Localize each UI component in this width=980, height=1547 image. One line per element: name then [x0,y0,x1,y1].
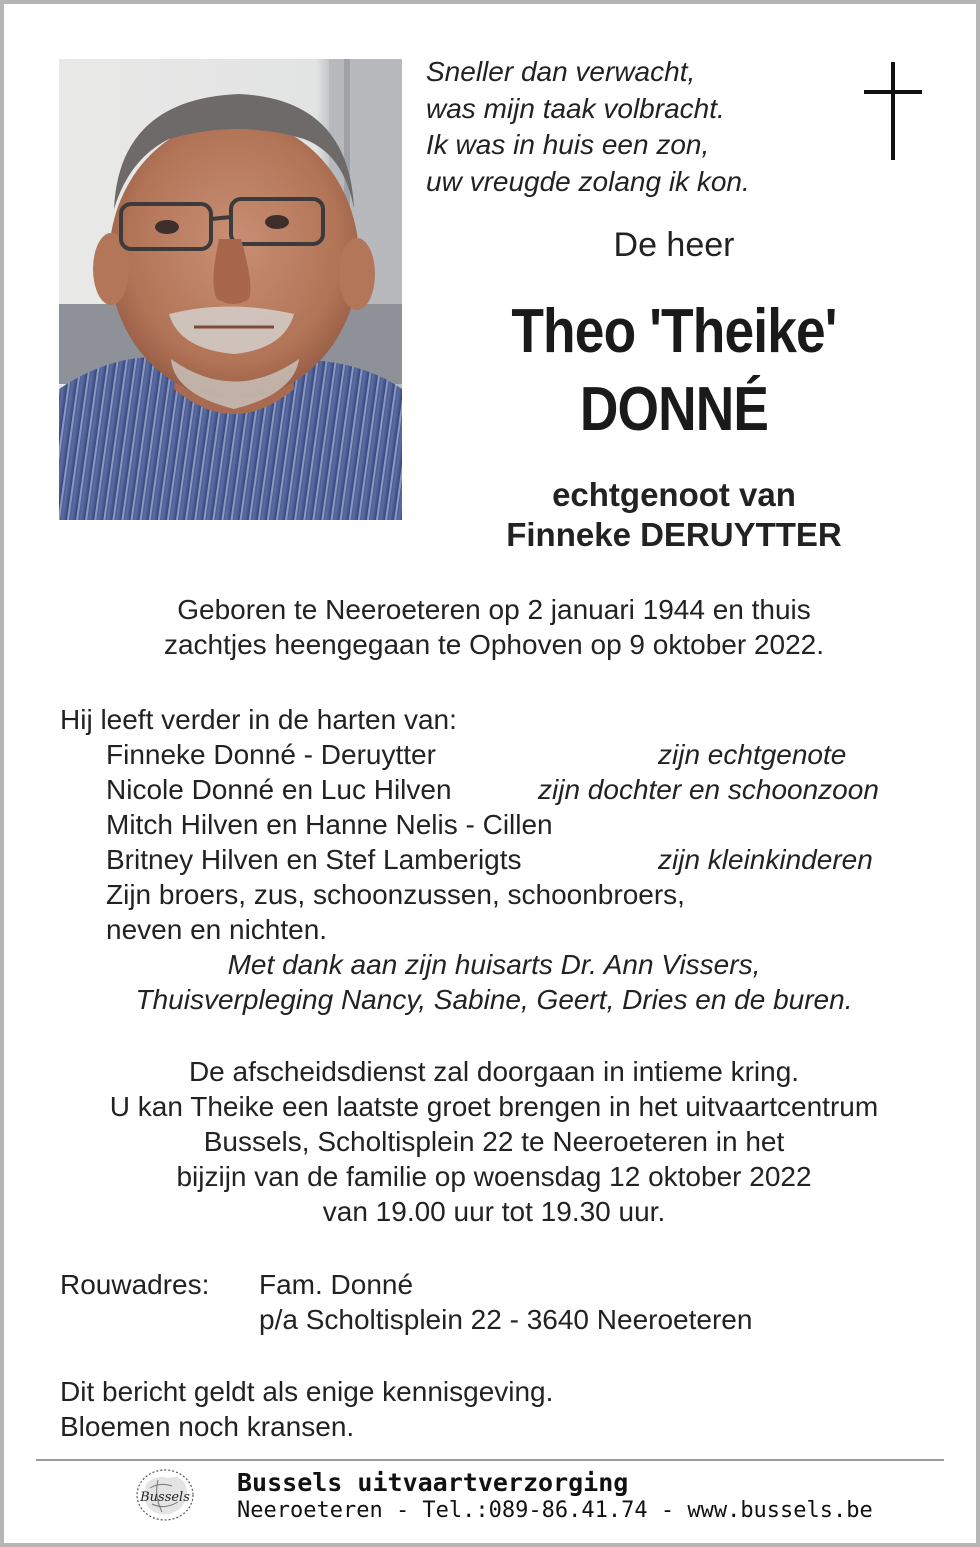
service-line: De afscheidsdienst zal doorgaan in intieme kring. [188,1056,800,1087]
family-others: neven en nichten. [106,914,328,945]
service-line: U kan Theike een laatste groet brengen in het uitvaartcentrum [109,1091,879,1122]
address-label: Rouwadres: [60,1269,210,1300]
family-member-names: Britney Hilven en Stef Lamberigts [106,844,522,875]
family-member-relation: zijn echtgenote [658,739,847,770]
poem-line: Sneller dan verwacht, [426,56,696,87]
thanks-line: Thuisverpleging Nancy, Sabine, Geert, Dries en de buren. [135,984,853,1015]
poem-line: uw vreugde zolang ik kon. [426,165,750,197]
family-member-relation: zijn kleinkinderen [658,844,873,875]
spouse-label: echtgenoot van [552,476,796,513]
spouse-name: Finneke DERUYTTER [506,516,842,553]
family-member-relation: zijn dochter en schoonzoon [538,774,879,805]
funeral-home-contact: Neeroeteren - Tel.:089-86.41.74 - www.bussels.be [237,1498,873,1523]
service-line: bijzijn van de familie op woensdag 12 oktober 2022 [176,1161,812,1192]
thanks-line: Met dank aan zijn huisarts Dr. Ann Vissers, [227,949,761,980]
poem-line: Ik was in huis een zon, [426,129,710,160]
honorific: De heer [613,226,735,264]
family-intro: Hij leeft verder in de harten van: [60,704,457,735]
poem-line: was mijn taak volbracht. [426,92,725,124]
address-street: p/a Scholtisplein 22 - 3640 Neeroeteren [259,1304,753,1335]
born-line: Geboren te Neeroeteren op 2 januari 1944 en thuis [177,594,811,625]
svg-text:Bussels: Bussels [140,1490,190,1505]
deceased-name: Theo 'Theike' [511,297,837,366]
birth-death-text [44,592,944,662]
funeral-home-name: Bussels uitvaartverzorging [237,1468,629,1497]
notice-line: Bloemen noch kransen. [60,1411,355,1442]
notice-line: Dit bericht geldt als enige kennisgeving. [60,1376,554,1407]
family-member-names: Nicole Donné en Luc Hilven [106,774,452,805]
family-member-names: Mitch Hilven en Hanne Nelis - Cillen [106,809,553,840]
deceased-surname: DONNÉ [579,375,769,444]
family-others: Zijn broers, zus, schoonzussen, schoonbroers, [106,879,685,910]
service-line: van 19.00 uur tot 19.30 uur. [322,1196,666,1227]
service-line: Bussels, Scholtisplein 22 te Neeroeteren in het [203,1126,785,1157]
address-name: Fam. Donné [259,1269,414,1300]
family-member-names: Finneke Donné - Deruytter [106,739,436,770]
died-line: zachtjes heengegaan te Ophoven op 9 oktober 2022. [163,629,825,660]
poem [426,54,826,200]
portrait-photo [59,59,402,520]
footer-divider [36,1459,944,1461]
cross-icon [864,62,922,160]
bussels-logo [132,1466,198,1524]
